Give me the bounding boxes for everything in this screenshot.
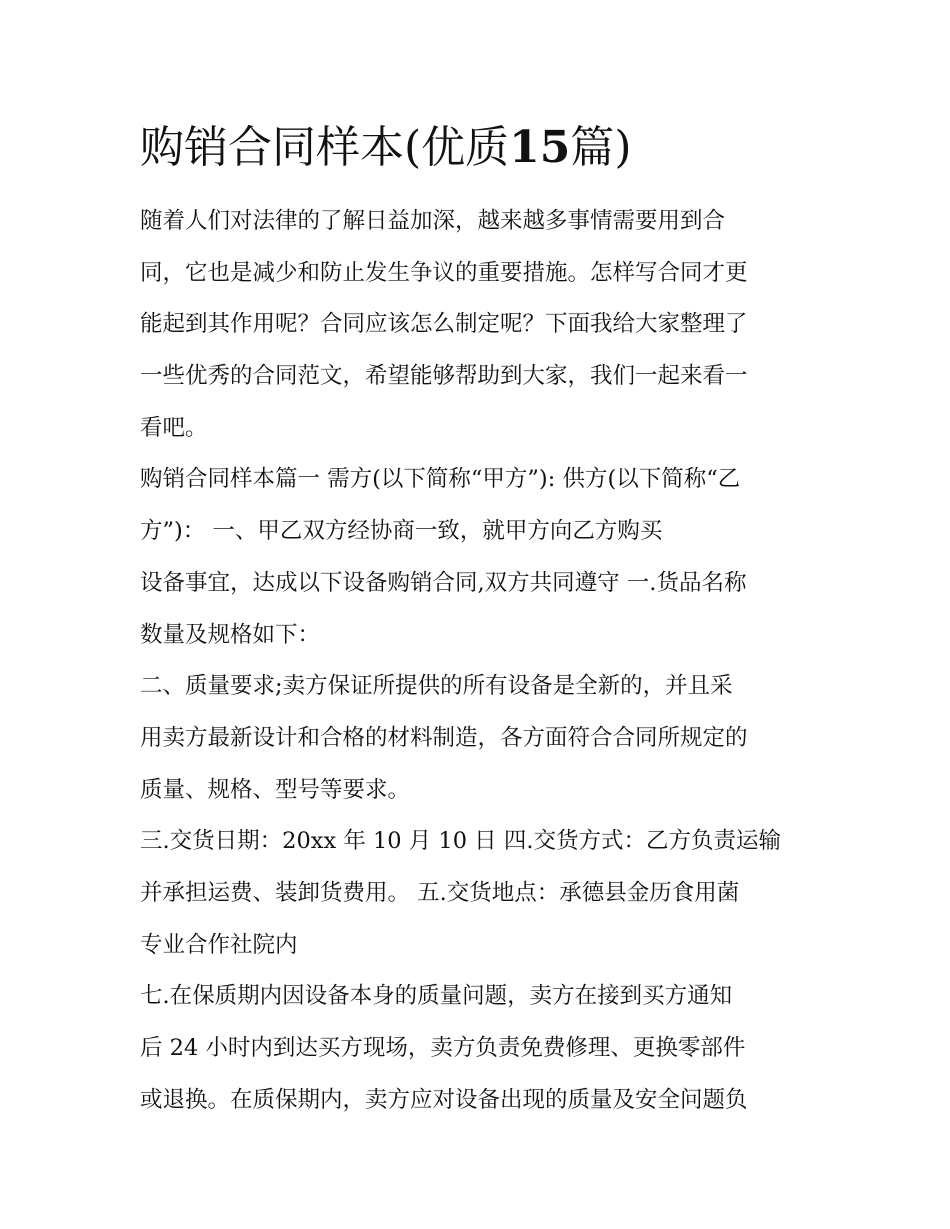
title-number: 15 [509,122,571,173]
body-line: 数量及规格如下： [140,621,321,648]
body-line: 后 24 小时内到达买方现场，卖方负责免费修理、更换零部件 [140,1035,746,1061]
body-line: 七.在保质期内因设备本身的质量问题，卖方在接到买方通知 [140,983,733,1010]
body-line: 用卖方最新设计和合格的材料制造，各方面符合合同所规定的 [140,724,748,751]
body-line: 随着人们对法律的了解日益加深，越来越多事情需要用到合 [140,208,726,234]
body-line: 或退换。在质保期内，卖方应对设备出现的质量及安全问题负 [140,1086,748,1113]
body-line: 质量、规格、型号等要求。 [140,776,411,803]
title-suffix: 篇) [570,122,632,173]
document-body [140,196,820,1126]
body-line: 同，它也是减少和防止发生争议的重要措施。怎样写合同才更 [140,259,748,286]
body-line: 二、质量要求;卖方保证所提供的所有设备是全新的，并且采 [140,673,733,700]
body-line: 看吧。 [140,414,208,441]
body-line: 并承担运费、装卸货费用。 五.交货地点：承德县金历食用菌 [140,879,740,906]
body-line: 购销合同样本篇一 需方(以下简称“甲方”): 供方(以下简称“乙 [140,466,741,493]
body-line: 三.交货日期：20xx 年 10 月 10 日 四.交货方式：乙方负责运输 [140,828,781,855]
body-line: 设备事宜，达成以下设备购销合同,双方共同遵守 一.货品名称 [140,569,747,596]
body-line: 方”)： 一、甲乙双方经协商一致，就甲方向乙方购买 [140,518,663,545]
body-line: 专业合作社院内 [140,931,298,958]
body-line: 能起到其作用呢？合同应该怎么制定呢？下面我给大家整理了 [140,311,748,338]
document-title [140,118,632,178]
body-line: 一些优秀的合同范文，希望能够帮助到大家，我们一起来看一 [140,363,748,390]
title-text: 购销合同样本(优质 [140,122,510,173]
